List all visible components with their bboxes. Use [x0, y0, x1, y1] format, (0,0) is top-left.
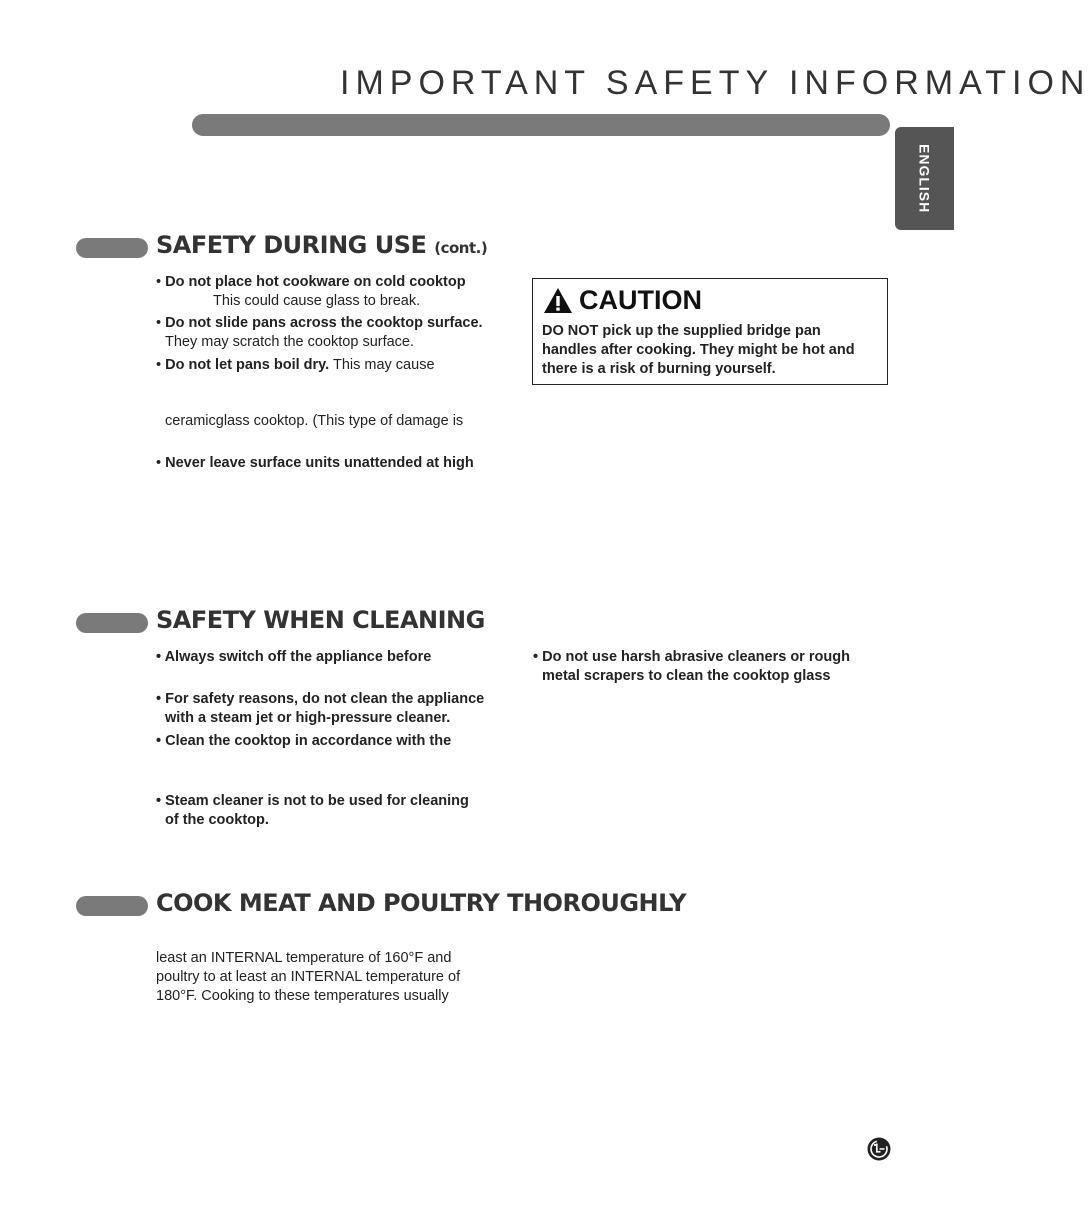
caution-body: [542, 322, 882, 379]
clean-item-5-line1: Do not use harsh abrasive cleaners or rough: [542, 649, 850, 665]
section-pill-cleaning: [76, 613, 148, 633]
use-item-3: • Do not let pans boil dry. This may cause: [156, 357, 435, 373]
clean-item-3: • Clean the cooktop in accordance with the: [156, 733, 452, 749]
section-title-use-text: SAFETY DURING USE: [156, 231, 427, 259]
warning-triangle-icon: [543, 287, 573, 314]
clean-item-3-text: Clean the cooktop in accordance with the: [165, 733, 452, 749]
caution-line3: there is a risk of burning yourself.: [542, 361, 776, 377]
use-item-1-bold: Do not place hot cookware on cold cooktop: [165, 274, 466, 290]
use-item-2: • Do not slide pans across the cooktop surface.: [156, 315, 483, 331]
use-item-3-line3: ceramicglass cooktop. (This type of damage is: [165, 413, 464, 429]
clean-item-4-line1: Steam cleaner is not to be used for cleaning: [165, 793, 469, 809]
meat-line-2: poultry to at least an INTERNAL temperature of: [156, 969, 461, 985]
use-item-2-text: They may scratch the cooktop surface.: [165, 334, 415, 350]
clean-item-2-line2: with a steam jet or high-pressure cleaner.: [165, 710, 451, 726]
section-pill-use: [76, 238, 148, 258]
caution-box: [532, 278, 888, 385]
section-title-cleaning: SAFETY WHEN CLEANING: [156, 606, 485, 634]
clean-item-5: • Do not use harsh abrasive cleaners or rough: [533, 649, 850, 665]
use-item-2-bold: Do not slide pans across the cooktop surface.: [165, 315, 483, 331]
meat-line-1: least an INTERNAL temperature of 160°F and: [156, 950, 452, 966]
section-title-use: [156, 231, 487, 259]
clean-item-1-text: Always switch off the appliance before: [164, 649, 432, 665]
clean-item-2: • For safety reasons, do not clean the appliance: [156, 691, 485, 707]
clean-item-4-line2: of the cooktop.: [165, 812, 269, 828]
language-tab-label: ENGLISH: [916, 143, 933, 214]
use-item-4: • Never leave surface units unattended at high: [156, 455, 474, 471]
use-item-3-bold: Do not let pans boil dry.: [165, 357, 330, 373]
use-item-1-text: This could cause glass to break.: [213, 293, 421, 309]
section-title-meat: COOK MEAT AND POULTRY THOROUGHLY: [156, 889, 687, 917]
caution-line2: handles after cooking. They might be hot and: [542, 342, 855, 358]
clean-item-5-line2: metal scrapers to clean the cooktop glass: [542, 668, 831, 684]
caution-line1-rest: pick up the supplied bridge pan: [602, 323, 821, 339]
clean-item-2-line1: For safety reasons, do not clean the appliance: [165, 691, 485, 707]
caution-heading-text: CAUTION: [579, 285, 702, 315]
caution-line1-prefix: DO NOT: [542, 323, 599, 339]
use-item-3-text: This may cause: [332, 357, 435, 373]
lg-logo-icon: [867, 1137, 891, 1161]
section-title-use-suffix: (cont.): [434, 239, 488, 257]
clean-item-1: • Always switch off the appliance before: [156, 649, 432, 665]
caution-heading: [543, 285, 702, 316]
section-pill-meat: [76, 896, 148, 916]
title-bar-divider: [192, 114, 890, 136]
language-tab: [895, 127, 954, 230]
use-item-4-bold: Never leave surface units unattended at high: [165, 455, 474, 471]
clean-item-4: • Steam cleaner is not to be used for cleaning: [156, 793, 469, 809]
use-item-1: • Do not place hot cookware on cold cooktop: [156, 274, 466, 290]
meat-line-3: 180°F. Cooking to these temperatures usually: [156, 988, 449, 1004]
page-title: IMPORTANT SAFETY INFORMATION: [340, 64, 1090, 102]
